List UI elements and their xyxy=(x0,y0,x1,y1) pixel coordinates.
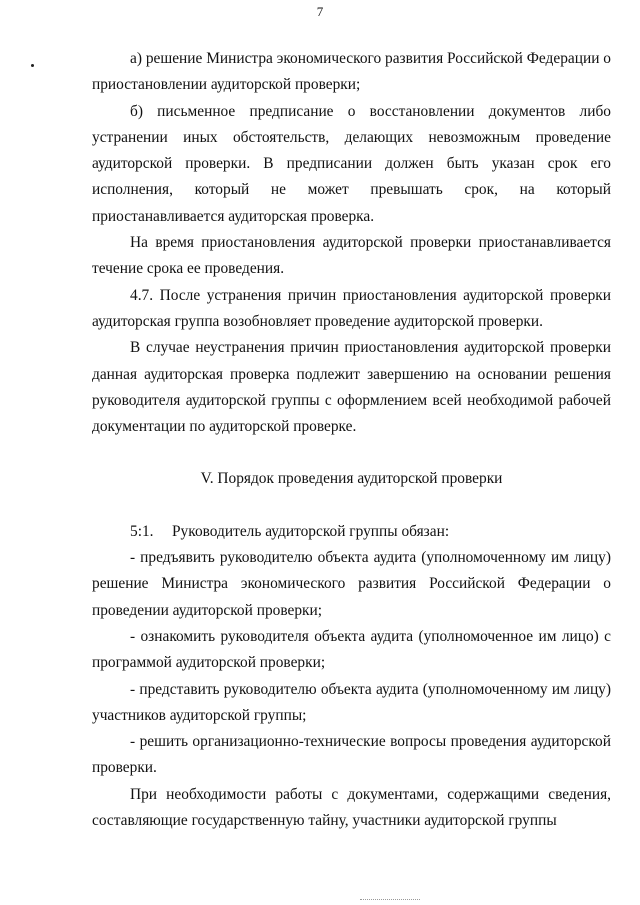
paragraph-state-secret: При необходимости работы с документами, содержащими сведения, составляющие государственную тайну, участники аудиторской группы xyxy=(92,785,611,830)
list-item: - представить руководителю объекта аудита (уполномоченному им лицу) участников аудиторской группы; xyxy=(92,680,611,724)
paragraph-suspension: На время приостановления аудиторской проверки приостанавливается течение срока ее проведения. xyxy=(92,234,611,278)
paragraph-item-a: а) решение Министра экономического развития Российской Федерации о приостановлении аудиторской проверки; xyxy=(92,50,611,94)
document-body xyxy=(92,46,611,834)
paragraph-4-7: 4.7. После устранения причин приостановления аудиторской проверки аудиторская группа возобновляет проведение аудиторской проверки. xyxy=(92,286,611,330)
scan-artifact xyxy=(360,899,420,901)
list-item: - предъявить руководителю объекта аудита (уполномоченному им лицу) решение Министра экономического развития Российской Федерации о проведении аудиторской проверки; xyxy=(92,549,611,619)
clause-heading-text: Руководитель аудиторской группы обязан: xyxy=(172,522,450,540)
paragraph-non-removal: В случае неустранения причин приостановления аудиторской проверки данная аудиторская проверка подлежит завершению на основании решения руководителя аудиторской группы с оформлением всей необходимой рабочей документации по аудиторской проверке. xyxy=(92,339,611,436)
clause-number: 5:1. xyxy=(130,522,154,540)
scan-speck xyxy=(31,64,34,67)
page-number: 7 xyxy=(316,4,324,19)
clause-5-1-heading xyxy=(92,519,611,545)
paragraph-item-b: б) письменное предписание о восстановлении документов либо устранении иных обстоятельств, делающих невозможным проведение аудиторской проверки. В предписании должен быть указан срок его исполнения, который не может превышать срок, на который приостанавливается аудиторская проверка. xyxy=(92,102,611,225)
list-item: - ознакомить руководителя объекта аудита (уполномоченное им лицо) с программой аудиторской проверки; xyxy=(92,627,611,672)
list-item: - решить организационно-технические вопросы проведения аудиторской проверки. xyxy=(92,733,611,777)
section-title: V. Порядок проведения аудиторской проверки xyxy=(200,470,503,488)
